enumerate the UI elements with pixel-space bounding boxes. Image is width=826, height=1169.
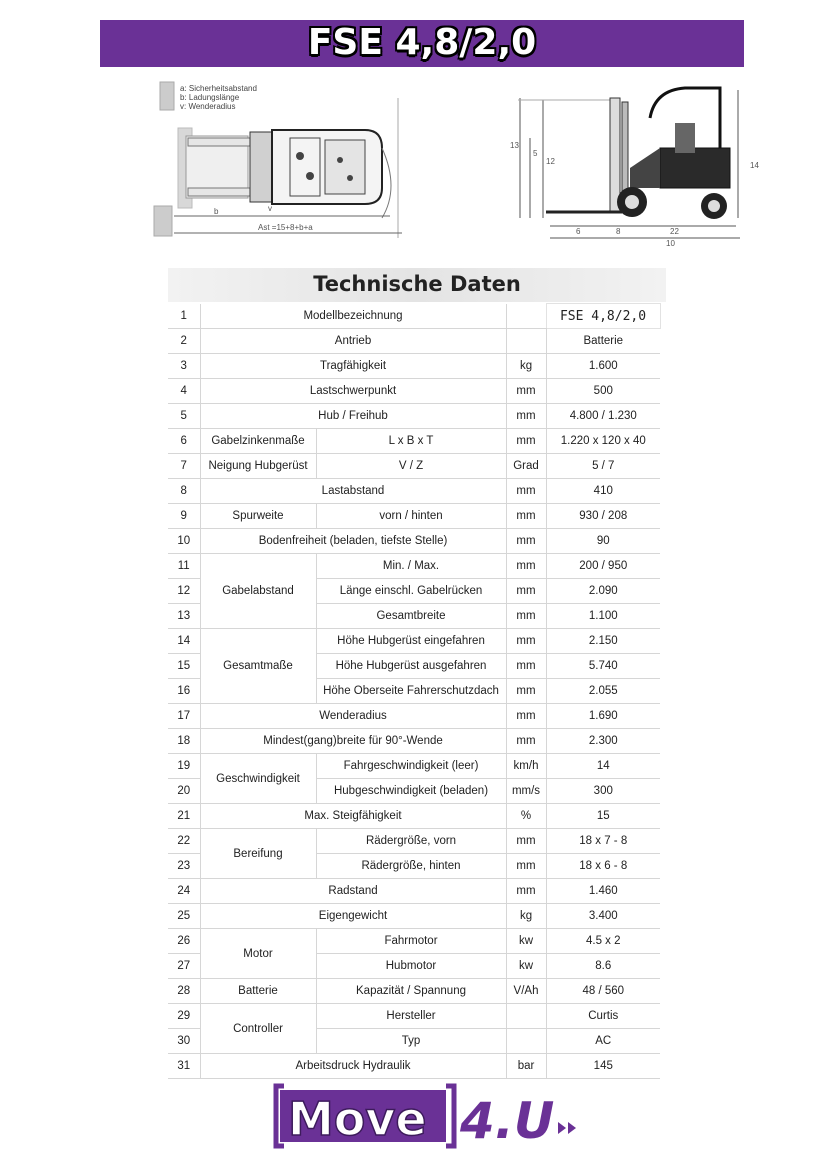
row-number: 12 xyxy=(168,579,200,604)
row-unit: mm xyxy=(506,879,546,904)
row-label: Modellbezeichnung xyxy=(200,304,506,329)
logo-arrow-icon xyxy=(568,1122,576,1134)
row-unit: bar xyxy=(506,1054,546,1079)
table-row xyxy=(168,454,660,479)
table-row xyxy=(168,404,660,429)
row-group: Gabelabstand xyxy=(200,554,316,629)
row-unit: mm xyxy=(506,829,546,854)
row-unit: mm xyxy=(506,529,546,554)
row-group: Neigung Hubgerüst xyxy=(200,454,316,479)
row-group: Controller xyxy=(200,1004,316,1054)
row-unit: V/Ah xyxy=(506,979,546,1004)
row-number: 15 xyxy=(168,654,200,679)
row-number: 31 xyxy=(168,1054,200,1079)
table-row xyxy=(168,304,660,329)
row-value: 48 / 560 xyxy=(546,979,660,1004)
row-value: 930 / 208 xyxy=(546,504,660,529)
row-number: 10 xyxy=(168,529,200,554)
row-number: 4 xyxy=(168,379,200,404)
row-value: 200 / 950 xyxy=(546,554,660,579)
row-number: 19 xyxy=(168,754,200,779)
row-label: Radstand xyxy=(200,879,506,904)
row-number: 6 xyxy=(168,429,200,454)
row-value: 2.300 xyxy=(546,729,660,754)
row-label: Min. / Max. xyxy=(316,554,506,579)
table-row xyxy=(168,479,660,504)
row-value: 4.800 / 1.230 xyxy=(546,404,660,429)
row-unit xyxy=(506,304,546,329)
row-value: Batterie xyxy=(546,329,660,354)
row-group: Geschwindigkeit xyxy=(200,754,316,804)
row-group: Spurweite xyxy=(200,504,316,529)
row-label: Lastschwerpunkt xyxy=(200,379,506,404)
side-view-diagram xyxy=(510,78,770,250)
row-number: 18 xyxy=(168,729,200,754)
row-number: 8 xyxy=(168,479,200,504)
row-unit: mm xyxy=(506,679,546,704)
row-unit: kw xyxy=(506,929,546,954)
row-unit: mm xyxy=(506,704,546,729)
spec-heading: Technische Daten xyxy=(313,272,521,296)
row-number: 24 xyxy=(168,879,200,904)
table-row xyxy=(168,504,660,529)
move4u-logo xyxy=(270,1082,590,1152)
row-value: 3.400 xyxy=(546,904,660,929)
logo-text-move: Move xyxy=(288,1092,427,1146)
spec-table xyxy=(168,303,661,1079)
row-value: FSE 4,8/2,0 xyxy=(546,304,660,329)
row-unit: mm xyxy=(506,379,546,404)
row-number: 5 xyxy=(168,404,200,429)
row-unit xyxy=(506,1004,546,1029)
row-label: Mindest(gang)breite für 90°-Wende xyxy=(200,729,506,754)
row-group: Gesamtmaße xyxy=(200,629,316,704)
row-group: Batterie xyxy=(200,979,316,1004)
table-row xyxy=(168,879,660,904)
row-label: Fahrmotor xyxy=(316,929,506,954)
row-value: 2.090 xyxy=(546,579,660,604)
top-view-diagram xyxy=(150,78,410,248)
row-value: 2.055 xyxy=(546,679,660,704)
row-unit xyxy=(506,1029,546,1054)
row-unit: mm xyxy=(506,404,546,429)
row-number: 29 xyxy=(168,1004,200,1029)
dim-b: b xyxy=(214,207,219,216)
row-number: 14 xyxy=(168,629,200,654)
legend-b: b: Ladungslänge xyxy=(180,93,240,102)
row-unit: mm xyxy=(506,854,546,879)
table-row xyxy=(168,1004,660,1029)
row-unit: mm/s xyxy=(506,779,546,804)
row-label: Gesamtbreite xyxy=(316,604,506,629)
dim-v: v xyxy=(268,204,272,213)
row-label: Eigengewicht xyxy=(200,904,506,929)
row-label: Typ xyxy=(316,1029,506,1054)
table-row xyxy=(168,979,660,1004)
table-row xyxy=(168,354,660,379)
row-label: Wenderadius xyxy=(200,704,506,729)
row-label: Länge einschl. Gabelrücken xyxy=(316,579,506,604)
logo-text-4u: 4.U xyxy=(460,1092,555,1150)
row-group: Motor xyxy=(200,929,316,979)
table-row xyxy=(168,704,660,729)
row-number: 7 xyxy=(168,454,200,479)
row-value: 8.6 xyxy=(546,954,660,979)
row-label: V / Z xyxy=(316,454,506,479)
row-label: Rädergröße, hinten xyxy=(316,854,506,879)
title-banner xyxy=(100,20,744,67)
row-value: 145 xyxy=(546,1054,660,1079)
row-number: 17 xyxy=(168,704,200,729)
dim-22: 22 xyxy=(670,227,679,236)
row-group: Gabelzinkenmaße xyxy=(200,429,316,454)
legend-v: v: Wenderadius xyxy=(180,102,236,111)
row-unit: mm xyxy=(506,504,546,529)
row-number: 27 xyxy=(168,954,200,979)
legend-a: a: Sicherheitsabstand xyxy=(180,84,257,93)
row-value: 15 xyxy=(546,804,660,829)
logo-arrow-icon xyxy=(558,1122,566,1134)
table-row xyxy=(168,529,660,554)
row-unit: mm xyxy=(506,604,546,629)
row-number: 9 xyxy=(168,504,200,529)
table-row xyxy=(168,729,660,754)
row-number: 25 xyxy=(168,904,200,929)
row-number: 3 xyxy=(168,354,200,379)
row-value: 18 x 6 - 8 xyxy=(546,854,660,879)
row-label: Kapazität / Spannung xyxy=(316,979,506,1004)
row-number: 11 xyxy=(168,554,200,579)
table-row xyxy=(168,804,660,829)
row-value: 1.600 xyxy=(546,354,660,379)
table-row xyxy=(168,1054,660,1079)
row-label: Höhe Oberseite Fahrerschutzdach xyxy=(316,679,506,704)
row-value: 1.460 xyxy=(546,879,660,904)
row-label: Hubgeschwindigkeit (beladen) xyxy=(316,779,506,804)
row-value: 1.220 x 120 x 40 xyxy=(546,429,660,454)
row-value: 500 xyxy=(546,379,660,404)
table-row xyxy=(168,929,660,954)
table-row xyxy=(168,554,660,579)
row-value: 14 xyxy=(546,754,660,779)
row-label: Rädergröße, vorn xyxy=(316,829,506,854)
dim-10: 10 xyxy=(666,239,675,248)
table-row xyxy=(168,629,660,654)
row-unit: kg xyxy=(506,904,546,929)
table-row xyxy=(168,329,660,354)
row-label: Hersteller xyxy=(316,1004,506,1029)
row-value: 90 xyxy=(546,529,660,554)
dim-14: 14 xyxy=(750,161,759,170)
row-number: 20 xyxy=(168,779,200,804)
row-label: Tragfähigkeit xyxy=(200,354,506,379)
row-label: Max. Steigfähigkeit xyxy=(200,804,506,829)
row-number: 23 xyxy=(168,854,200,879)
dim-5: 5 xyxy=(533,149,538,158)
row-unit: mm xyxy=(506,729,546,754)
table-row xyxy=(168,429,660,454)
dim-6: 6 xyxy=(576,227,581,236)
hatch-legend-swatch xyxy=(160,82,174,110)
row-label: Bodenfreiheit (beladen, tiefste Stelle) xyxy=(200,529,506,554)
row-value: 300 xyxy=(546,779,660,804)
row-number: 1 xyxy=(168,304,200,329)
row-unit: mm xyxy=(506,479,546,504)
row-unit: mm xyxy=(506,429,546,454)
dim-8: 8 xyxy=(616,227,621,236)
row-label: Hubmotor xyxy=(316,954,506,979)
row-number: 21 xyxy=(168,804,200,829)
row-value: 5 / 7 xyxy=(546,454,660,479)
row-number: 16 xyxy=(168,679,200,704)
row-number: 26 xyxy=(168,929,200,954)
row-unit xyxy=(506,329,546,354)
row-value: 1.690 xyxy=(546,704,660,729)
row-group: Bereifung xyxy=(200,829,316,879)
table-row xyxy=(168,379,660,404)
row-unit: Grad xyxy=(506,454,546,479)
row-unit: km/h xyxy=(506,754,546,779)
model-title: FSE 4,8/2,0 xyxy=(307,22,537,63)
row-label: Höhe Hubgerüst eingefahren xyxy=(316,629,506,654)
row-unit: kw xyxy=(506,954,546,979)
row-label: vorn / hinten xyxy=(316,504,506,529)
table-row xyxy=(168,829,660,854)
dim-12: 12 xyxy=(546,157,555,166)
row-value: 2.150 xyxy=(546,629,660,654)
table-row xyxy=(168,904,660,929)
row-value: AC xyxy=(546,1029,660,1054)
row-label: Lastabstand xyxy=(200,479,506,504)
row-unit: % xyxy=(506,804,546,829)
row-unit: mm xyxy=(506,579,546,604)
row-unit: kg xyxy=(506,354,546,379)
row-number: 2 xyxy=(168,329,200,354)
row-value: Curtis xyxy=(546,1004,660,1029)
row-label: Hub / Freihub xyxy=(200,404,506,429)
truck-body xyxy=(660,148,730,188)
row-unit: mm xyxy=(506,629,546,654)
row-label: Arbeitsdruck Hydraulik xyxy=(200,1054,506,1079)
row-value: 410 xyxy=(546,479,660,504)
row-label: L x B x T xyxy=(316,429,506,454)
row-unit: mm xyxy=(506,654,546,679)
row-number: 22 xyxy=(168,829,200,854)
row-label: Fahrgeschwindigkeit (leer) xyxy=(316,754,506,779)
dim-13: 13 xyxy=(510,141,519,150)
row-value: 18 x 7 - 8 xyxy=(546,829,660,854)
table-row xyxy=(168,754,660,779)
row-unit: mm xyxy=(506,554,546,579)
row-number: 13 xyxy=(168,604,200,629)
row-value: 4.5 x 2 xyxy=(546,929,660,954)
row-number: 28 xyxy=(168,979,200,1004)
row-value: 5.740 xyxy=(546,654,660,679)
row-value: 1.100 xyxy=(546,604,660,629)
aisle-formula: Ast =15+8+b+a xyxy=(258,223,313,232)
row-label: Antrieb xyxy=(200,329,506,354)
row-number: 30 xyxy=(168,1029,200,1054)
row-label: Höhe Hubgerüst ausgefahren xyxy=(316,654,506,679)
